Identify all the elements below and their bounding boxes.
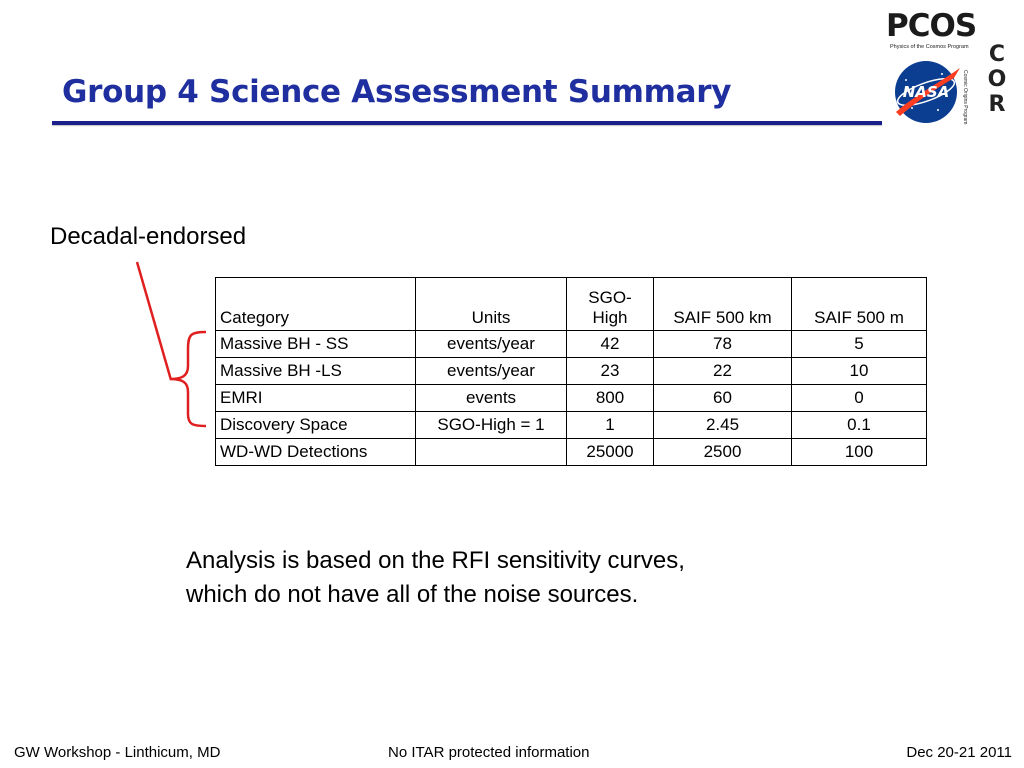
cell-category: EMRI bbox=[216, 385, 416, 412]
cell-sgo-high: 1 bbox=[567, 412, 654, 439]
analysis-note-line2: which do not have all of the noise sources. bbox=[186, 581, 639, 608]
table-row bbox=[216, 439, 927, 466]
cell-saif-500-m: 100 bbox=[792, 439, 927, 466]
header-sgo-line2: High bbox=[592, 308, 628, 327]
cell-saif-500-km: 78 bbox=[654, 331, 792, 358]
table-row bbox=[216, 331, 927, 358]
cell-saif-500-km: 60 bbox=[654, 385, 792, 412]
table-row bbox=[216, 385, 927, 412]
cell-units: events/year bbox=[416, 358, 567, 385]
pcos-subtitle: Physics of the Cosmos Program bbox=[890, 44, 969, 50]
cell-saif-500-m: 5 bbox=[792, 331, 927, 358]
curly-bracket bbox=[170, 332, 206, 426]
cell-sgo-high: 23 bbox=[567, 358, 654, 385]
header-sgo-line1: SGO- bbox=[588, 288, 632, 307]
pcos-logo: PCOS bbox=[886, 8, 977, 44]
cor-letter-r: R bbox=[988, 92, 1006, 117]
cell-sgo-high: 25000 bbox=[567, 439, 654, 466]
cell-saif-500-km: 2.45 bbox=[654, 412, 792, 439]
analysis-note bbox=[186, 544, 685, 612]
cell-saif-500-m: 0 bbox=[792, 385, 927, 412]
cor-letter-c: C bbox=[988, 42, 1006, 67]
header-category: Category bbox=[216, 278, 416, 331]
cell-category: WD-WD Detections bbox=[216, 439, 416, 466]
cor-letter-o: O bbox=[987, 67, 1007, 92]
cell-saif-500-m: 0.1 bbox=[792, 412, 927, 439]
cell-category: Discovery Space bbox=[216, 412, 416, 439]
slide-title: Group 4 Science Assessment Summary bbox=[62, 74, 732, 110]
header-saif-500-m: SAIF 500 m bbox=[792, 278, 927, 331]
cell-category: Massive BH - SS bbox=[216, 331, 416, 358]
cell-saif-500-m: 10 bbox=[792, 358, 927, 385]
pointer-line bbox=[137, 262, 171, 380]
cell-sgo-high: 800 bbox=[567, 385, 654, 412]
cell-units: events/year bbox=[416, 331, 567, 358]
table-header-row bbox=[216, 278, 927, 331]
nasa-logo-text: NASA bbox=[902, 83, 950, 101]
footer-date: Dec 20-21 2011 bbox=[906, 744, 1012, 761]
cell-saif-500-km: 22 bbox=[654, 358, 792, 385]
table-row bbox=[216, 412, 927, 439]
cell-units: events bbox=[416, 385, 567, 412]
header-saif-500-km: SAIF 500 km bbox=[654, 278, 792, 331]
cell-sgo-high: 42 bbox=[567, 331, 654, 358]
cell-category: Massive BH -LS bbox=[216, 358, 416, 385]
footer-event: GW Workshop - Linthicum, MD bbox=[14, 744, 221, 761]
header-sgo-high bbox=[567, 278, 654, 331]
decadal-endorsed-label: Decadal-endorsed bbox=[50, 223, 247, 250]
cell-units bbox=[416, 439, 567, 466]
header-units: Units bbox=[416, 278, 567, 331]
cell-units: SGO-High = 1 bbox=[416, 412, 567, 439]
analysis-note-line1: Analysis is based on the RFI sensitivity curves, bbox=[186, 547, 685, 574]
cell-saif-500-km: 2500 bbox=[654, 439, 792, 466]
table-row bbox=[216, 358, 927, 385]
footer-itar-notice: No ITAR protected information bbox=[388, 744, 590, 761]
science-assessment-table bbox=[215, 277, 927, 466]
cor-subtitle: Cosmic Origins Program bbox=[962, 70, 968, 125]
